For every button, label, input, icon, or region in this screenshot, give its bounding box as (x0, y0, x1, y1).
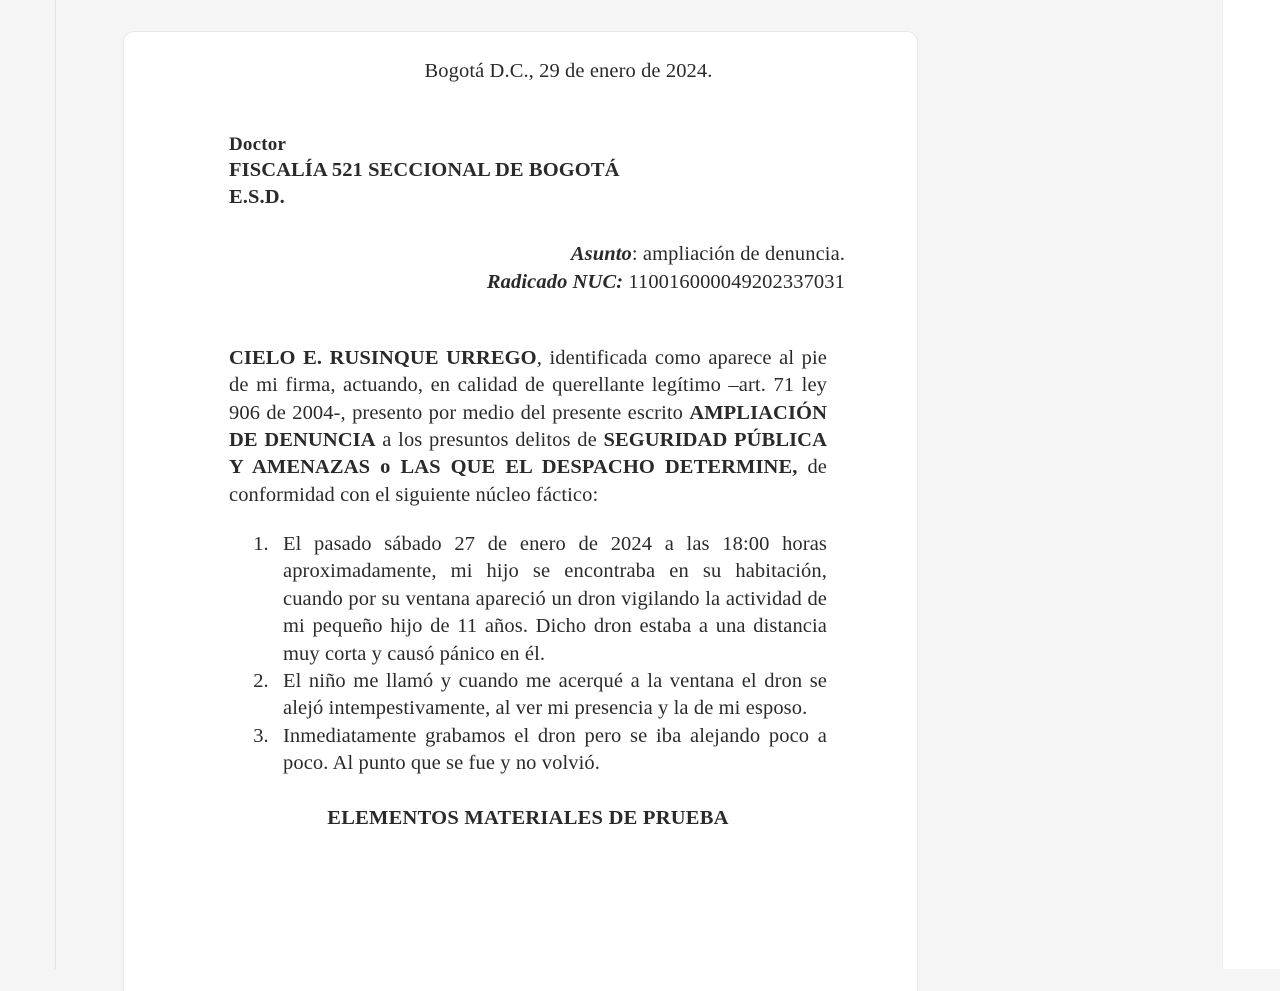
subject-radicado-value: 110016000049202337031 (623, 270, 845, 293)
subject-radicado-line (229, 269, 845, 296)
subject-block (124, 211, 917, 296)
list-item: 1. El pasado sábado 27 de enero de 2024 a las 18:00 horas aproximadamente, mi hijo se encontraba en su habitación, cuando por su ventana apareció un dron vigilando la actividad de mi pequeño hijo de 11 años. Dicho dron estaba a una distancia muy corta y causó pánico en él. (274, 531, 827, 668)
body-segment-3: de conformidad con el siguiente núcleo fáctico: (229, 456, 828, 506)
body-paragraph (124, 296, 917, 509)
body-segment-1: , identificada como aparece al pie de mi firma, actuando, en calidad de querellante legítimo –art. 71 ley 906 de 2004-, presento por medio del presente escrito (229, 346, 827, 424)
document-page[interactable] (123, 31, 918, 991)
right-side-panel (1222, 0, 1280, 969)
subject-asunto-line (229, 241, 845, 268)
list-item: 3. Inmediatamente grabamos el dron pero se iba alejando poco a poco. Al punto que se fue y no volvió. (274, 723, 827, 778)
left-rail-divider (55, 0, 56, 969)
document-date-line: Bogotá D.C., 29 de enero de 2024. (424, 60, 713, 82)
addressee-salutation: Doctor (229, 133, 287, 155)
facts-list (124, 509, 917, 777)
body-emphasis-2: SEGURIDAD PÚBLICA Y AMENAZAS o LAS QUE EL DESPACHO DETERMINE, (229, 428, 827, 479)
evidence-section-heading: ELEMENTOS MATERIALES DE PRUEBA (327, 807, 729, 830)
document-page-content (124, 32, 917, 832)
declarant-name: CIELO E. RUSINQUE URREGO (229, 346, 537, 369)
body-segment-2: a los presuntos delitos de (375, 428, 604, 451)
subject-asunto-label: Asunto (570, 243, 632, 266)
subject-radicado-label: Radicado NUC: (486, 270, 624, 293)
subject-asunto-value: : ampliación de denuncia. (631, 243, 845, 266)
list-item: 2. El niño me llamó y cuando me acerqué a la ventana el dron se alejó intempestivamente, al ver mi presencia y la de mi esposo. (274, 668, 827, 723)
addressee-block (124, 85, 917, 212)
body-emphasis-1: AMPLIACIÓN DE DENUNCIA (229, 401, 827, 451)
addressee-esd: E.S.D. (229, 186, 285, 209)
addressee-office: FISCALÍA 521 SECCIONAL DE BOGOTÁ (229, 158, 620, 181)
